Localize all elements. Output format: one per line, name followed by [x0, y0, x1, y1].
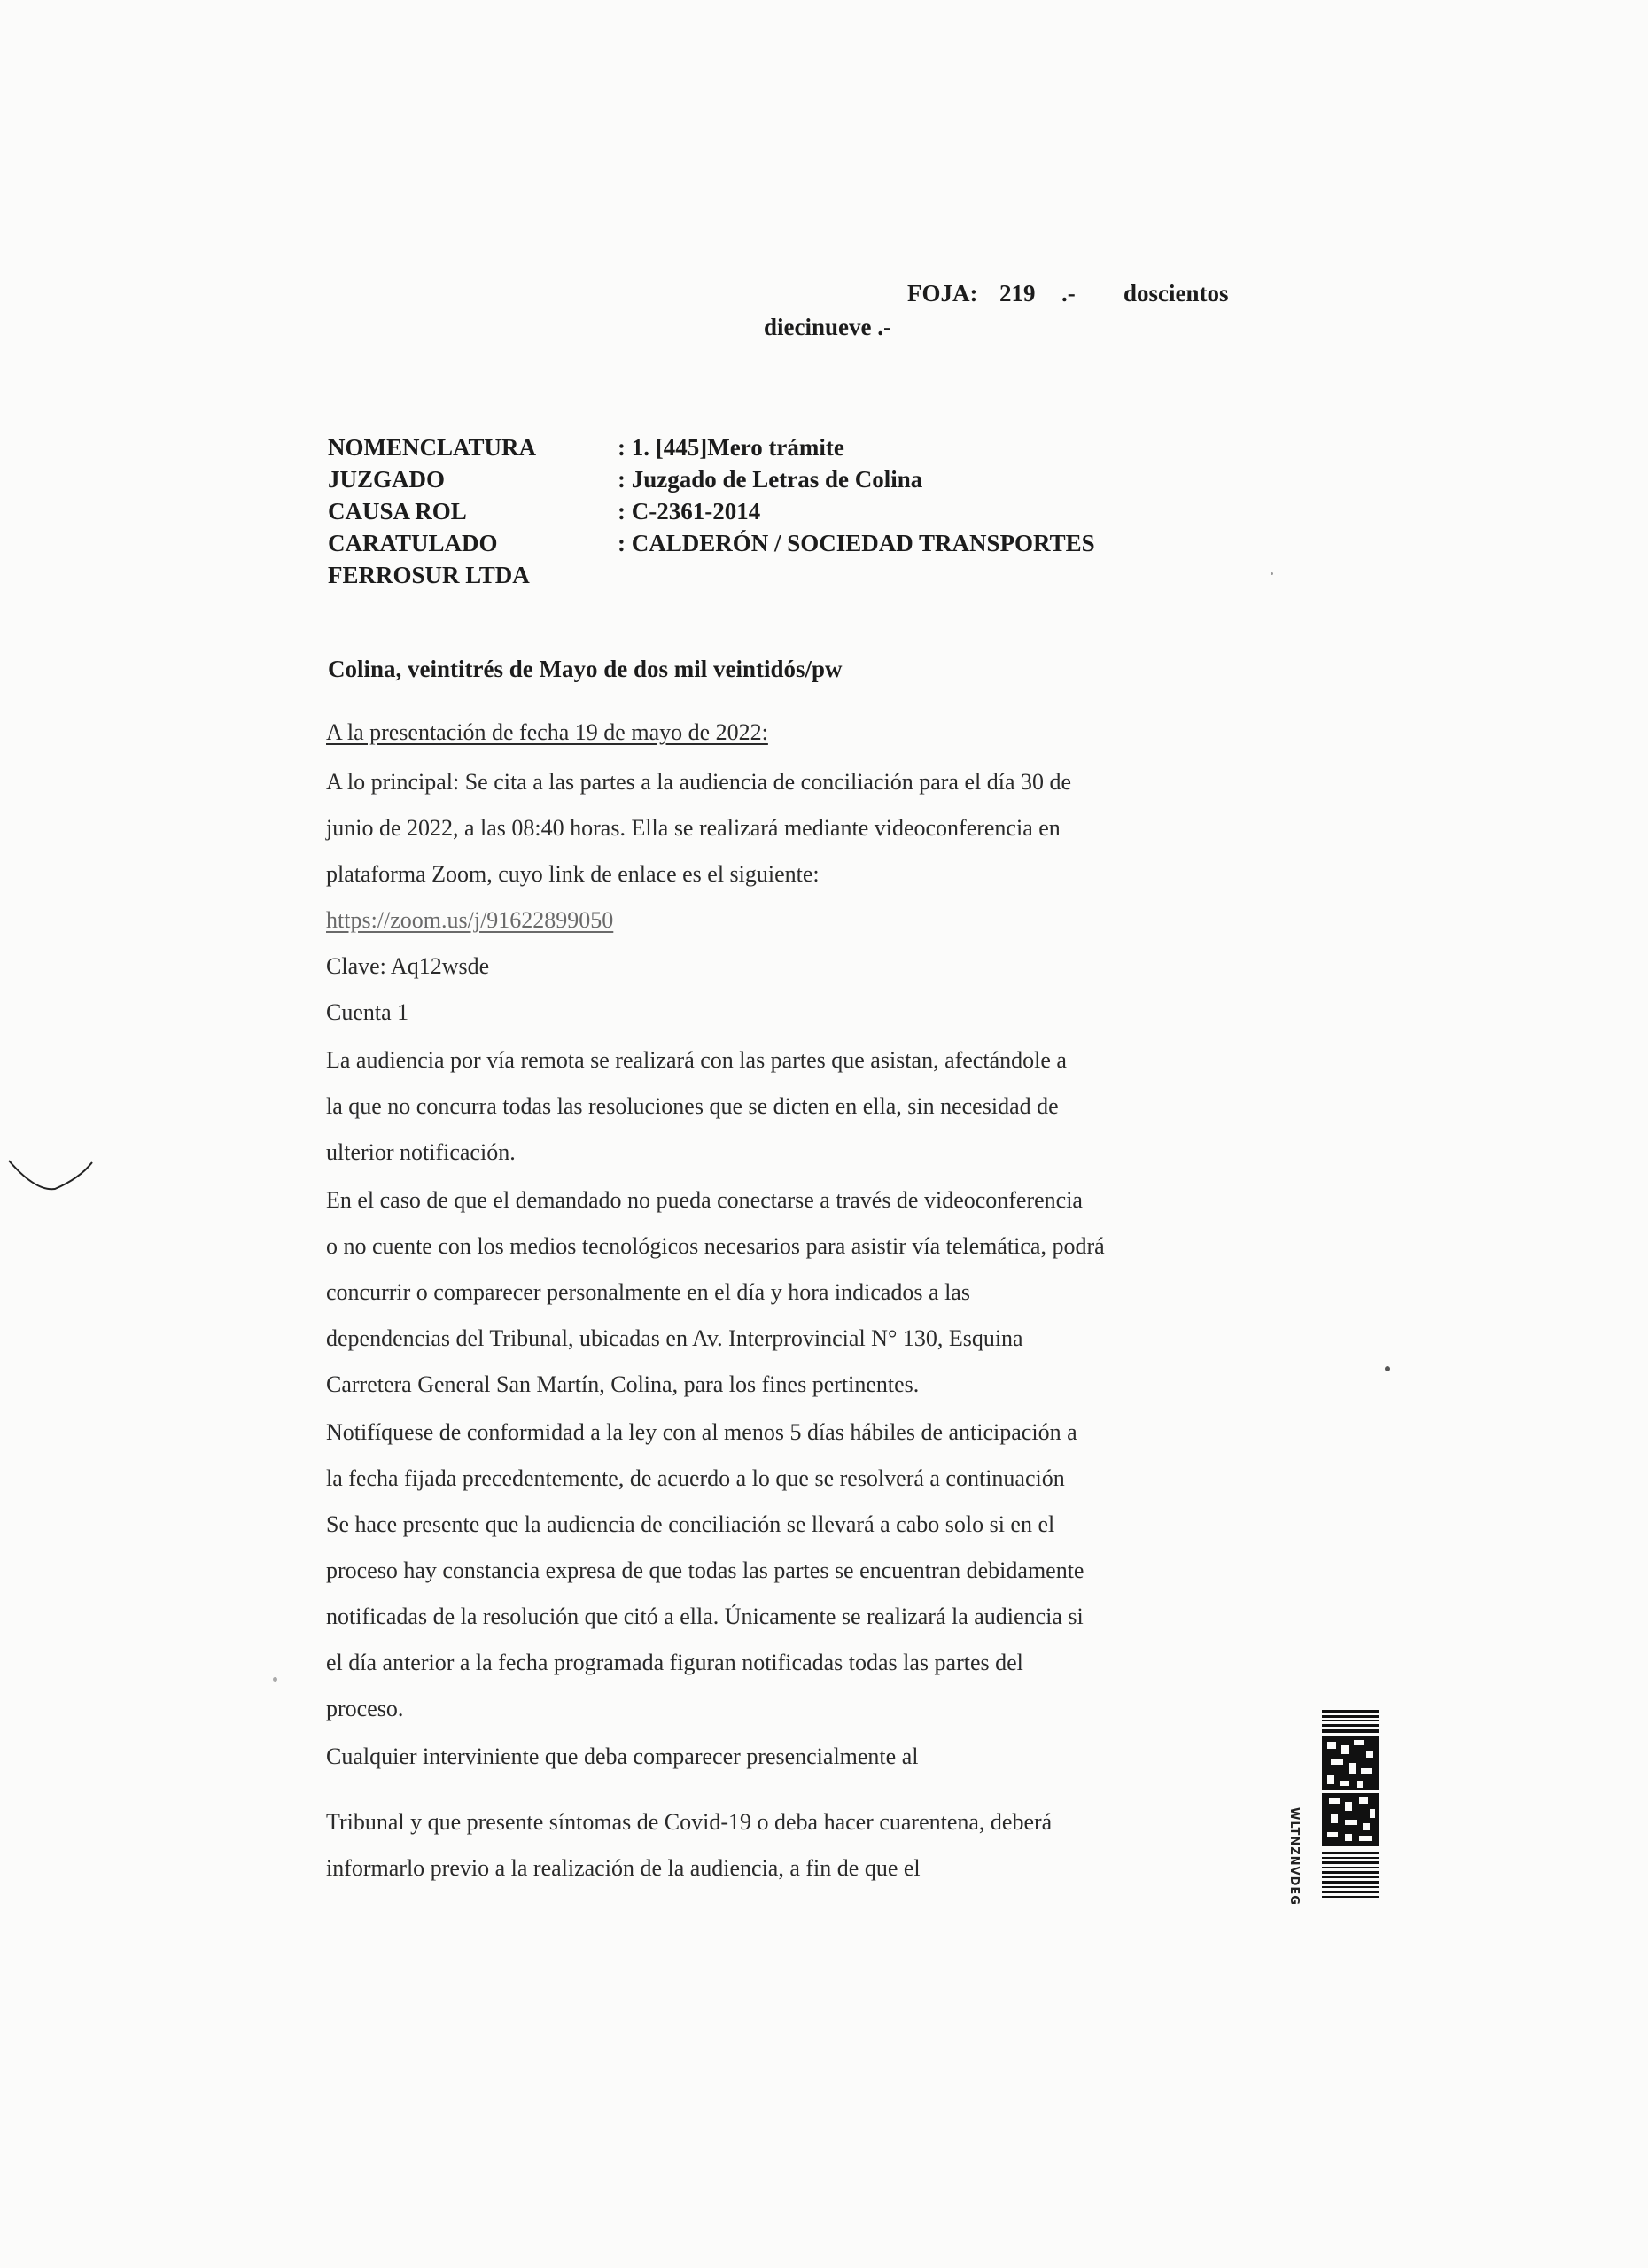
meta-value-caratulado: : CALDERÓN / SOCIEDAD TRANSPORTES: [618, 530, 1095, 556]
paragraph-line: En el caso de que el demandado no pueda conectarse a través de videoconferencia: [326, 1187, 1083, 1213]
body-line: plataforma Zoom, cuyo link de enlace es el siguiente:: [326, 861, 820, 887]
handwritten-check-icon: [0, 1143, 97, 1196]
foja-separator: .-: [1061, 280, 1076, 307]
paragraph-line: informarlo previo a la realización de la audiencia, a fin de que el: [326, 1855, 921, 1881]
paragraph-line: notificadas de la resolución que citó a ella. Únicamente se realizará la audiencia si: [326, 1604, 1084, 1629]
paragraph-line: la fecha fijada precedentemente, de acuerdo a lo que se resolverá a continuación: [326, 1465, 1065, 1491]
paragraph-line: proceso hay constancia expresa de que todas las partes se encuentran debidamente: [326, 1557, 1084, 1583]
paragraph-line: dependencias del Tribunal, ubicadas en Av. Interprovincial N° 130, Esquina: [326, 1325, 1023, 1351]
scan-speck: [273, 1677, 277, 1682]
paragraph-line: Se hace presente que la audiencia de conciliación se llevará a cabo solo si en el: [326, 1511, 1055, 1537]
foja-label: FOJA:: [907, 280, 978, 307]
clave-line: Clave: Aq12wsde: [326, 953, 490, 979]
meta-label-ferrosur: FERROSUR LTDA: [328, 562, 530, 588]
paragraph-line: proceso.: [326, 1696, 404, 1721]
meta-value-causa-rol: : C-2361-2014: [618, 498, 761, 524]
zoom-link[interactable]: https://zoom.us/j/91622899050: [326, 907, 614, 933]
foja-number: 219: [999, 280, 1036, 307]
meta-label-caratulado: CARATULADO: [328, 530, 498, 556]
meta-value-juzgado: : Juzgado de Letras de Colina: [618, 466, 923, 493]
scan-speck: [1271, 572, 1273, 575]
paragraph-line: Cualquier interviniente que deba comparecer presencialmente al: [326, 1744, 919, 1769]
meta-label-nomenclatura: NOMENCLATURA: [328, 434, 536, 461]
scan-speck: [1385, 1366, 1390, 1371]
paragraph-line: el día anterior a la fecha programada figuran notificadas todas las partes del: [326, 1650, 1023, 1675]
cuenta-line: Cuenta 1: [326, 999, 409, 1025]
paragraph-line: o no cuente con los medios tecnológicos necesarios para asistir vía telemática, podrá: [326, 1233, 1105, 1259]
paragraph-line: ulterior notificación.: [326, 1139, 516, 1165]
barcode-code: WLTNZNVDEG: [1287, 1807, 1301, 1906]
paragraph-line: Tribunal y que presente síntomas de Covid-19 o deba hacer cuarentena, deberá: [326, 1809, 1053, 1835]
body-line: junio de 2022, a las 08:40 horas. Ella se realizará mediante videoconferencia en: [326, 815, 1061, 841]
paragraph-line: Notifíquese de conformidad a la ley con al menos 5 días hábiles de anticipación a: [326, 1419, 1077, 1445]
paragraph-line: concurrir o comparecer personalmente en el día y hora indicados a las: [326, 1279, 970, 1305]
paragraph-line: Carretera General San Martín, Colina, para los fines pertinentes.: [326, 1371, 920, 1397]
paragraph-line: La audiencia por vía remota se realizará con las partes que asistan, afectándole a: [326, 1047, 1067, 1073]
barcode-icon: [1295, 1710, 1398, 1922]
paragraph-line: la que no concurra todas las resoluciones que se dicten en ella, sin necesidad de: [326, 1093, 1059, 1119]
meta-label-juzgado: JUZGADO: [328, 466, 446, 493]
presentation-heading: A la presentación de fecha 19 de mayo de 2022:: [326, 719, 768, 745]
foja-words-line2: diecinueve .-: [764, 314, 891, 340]
foja-words-line1: doscientos: [1123, 280, 1229, 307]
meta-label-causa-rol: CAUSA ROL: [328, 498, 467, 524]
meta-value-nomenclatura: : 1. [445]Mero trámite: [618, 434, 844, 461]
date-line: Colina, veintitrés de Mayo de dos mil veintidós/pw: [328, 656, 843, 682]
body-line: A lo principal: Se cita a las partes a la audiencia de conciliación para el día 30 de: [326, 769, 1072, 795]
